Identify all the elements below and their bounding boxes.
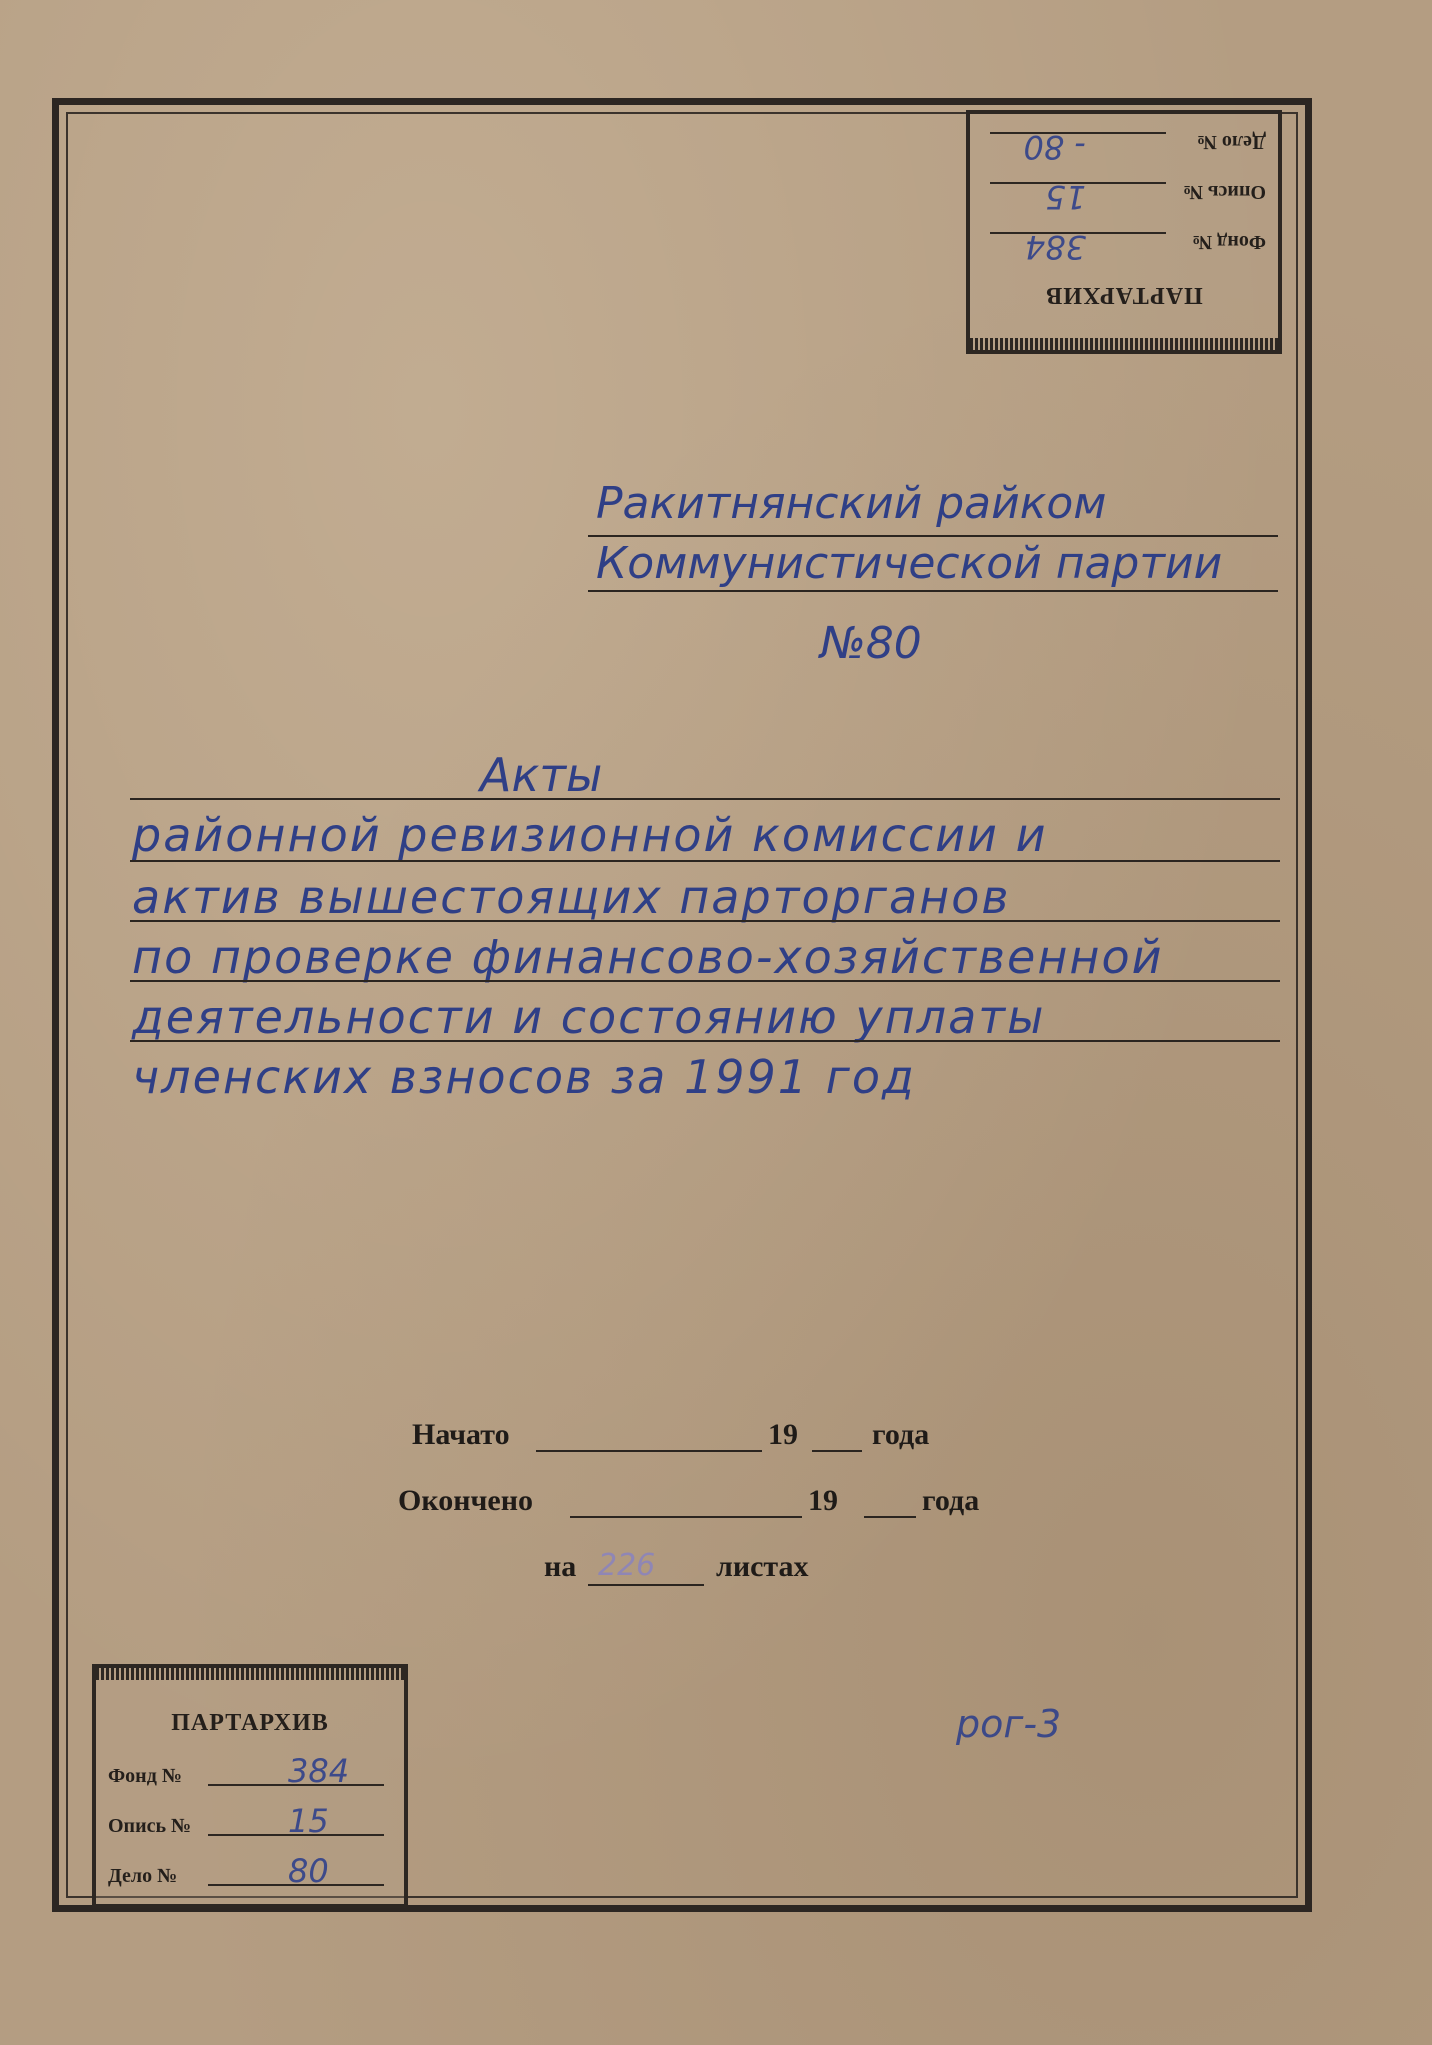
ended-label: Окончено (398, 1484, 534, 1517)
sheets-prefix: на (544, 1550, 577, 1583)
header-line-2: Коммунистической партии (596, 538, 1223, 589)
started-year-prefix: 19 (768, 1418, 798, 1451)
body-line-1: районной ревизионной комиссии и (132, 808, 1048, 862)
stamp-delo-row: Дело № 80 (108, 1852, 384, 1892)
stamp-fond-value: 384 (1024, 228, 1086, 266)
stamp-delo-row: Дело № - 80 (990, 126, 1266, 166)
stamp-opis-value: 15 (288, 1802, 329, 1840)
archive-stamp-top (966, 110, 1282, 354)
document-title: Акты (480, 748, 603, 802)
stamp-delo-value: - 80 (1023, 128, 1086, 166)
stamp-fond-row: Фонд № 384 (108, 1752, 384, 1792)
body-line-2: актив вышестоящих парторганов (132, 870, 1011, 924)
body-line-5: членских взносов за 1991 год (132, 1050, 916, 1104)
stamp-fond-value: 384 (288, 1752, 350, 1790)
ended-year-prefix: 19 (808, 1484, 838, 1517)
sheets-count: 226 (598, 1548, 656, 1583)
ended-year-suffix: года (922, 1484, 980, 1517)
body-line-4: деятельности и состоянию уплаты (132, 990, 1046, 1044)
archive-stamp-bottom (92, 1664, 408, 1908)
folder-number: №80 (820, 618, 922, 669)
started-label: Начато (412, 1418, 510, 1451)
stamp-fond-row: Фонд № 384 (990, 226, 1266, 266)
handwritten-note: рог-3 (956, 1702, 1062, 1746)
stamp-title: ПАРТАРХИВ (1045, 282, 1203, 308)
stamp-opis-row: Опись № 15 (990, 176, 1266, 216)
stamp-delo-value: 80 (288, 1852, 329, 1890)
body-line-3: по проверке финансово-хозяйственной (132, 930, 1164, 984)
sheets-suffix: листах (716, 1550, 809, 1583)
stamp-opis-row: Опись № 15 (108, 1802, 384, 1842)
stamp-title: ПАРТАРХИВ (171, 1710, 329, 1736)
started-year-suffix: года (872, 1418, 930, 1451)
stamp-opis-value: 15 (1045, 178, 1086, 216)
header-line-1: Ракитнянский райком (596, 478, 1107, 529)
